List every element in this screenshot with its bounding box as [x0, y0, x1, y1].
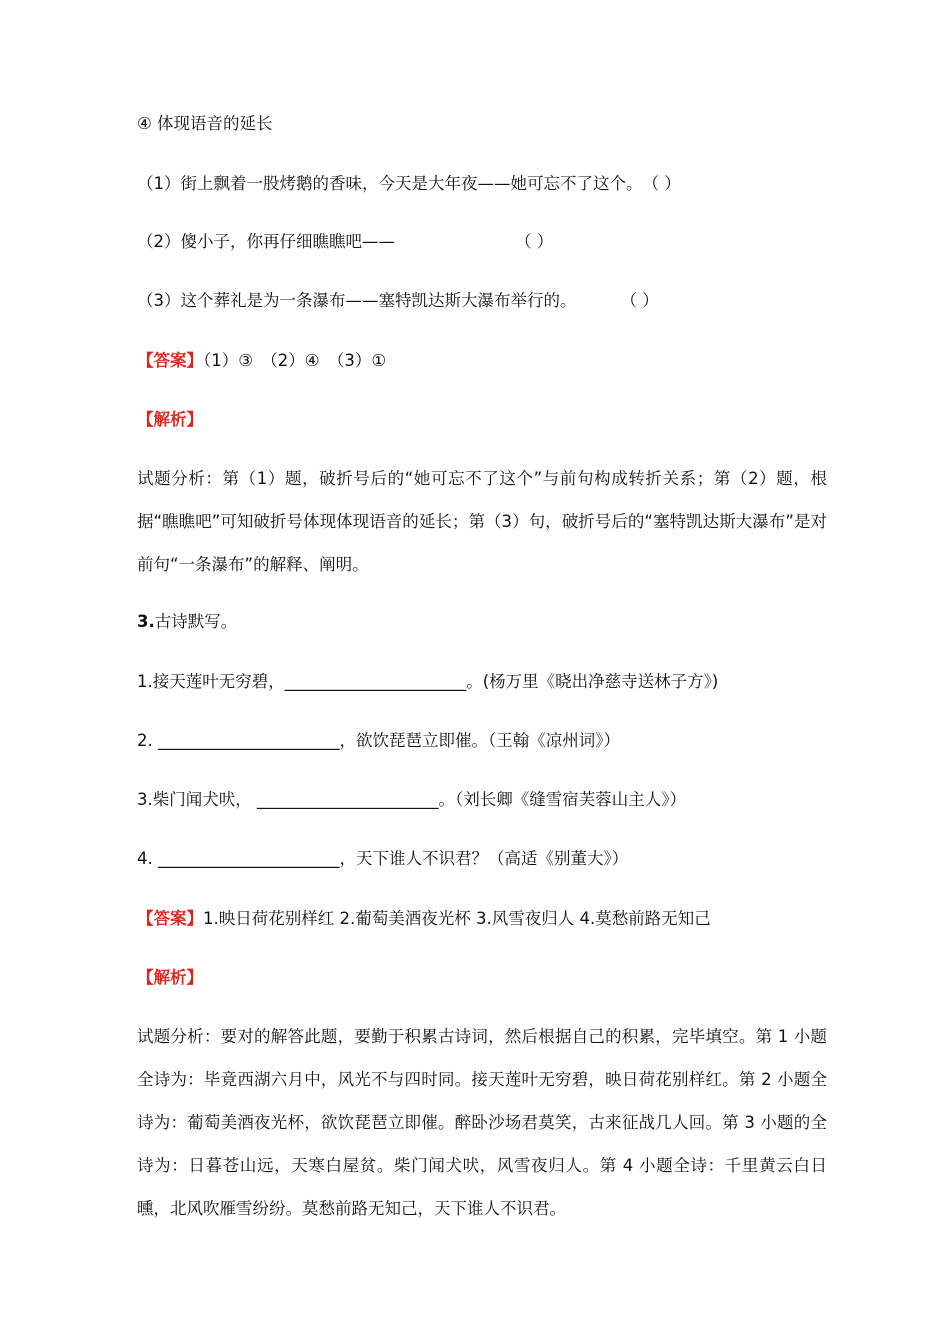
poem-question-4: 4. ______________________，天下谁人不识君？（高适《别董大》）: [137, 849, 629, 868]
analysis-label-1: [137, 412, 890, 429]
question-2: [137, 234, 890, 251]
question-3: [137, 293, 890, 310]
option-4-text: ④ 体现语音的延长: [137, 114, 273, 133]
answer-text: 1.映日荷花别样红 2.葡萄美酒夜光杯 3.风雪夜归人 4.莫愁前路无知己: [203, 909, 711, 928]
question-3-answer-blank: （ ）: [620, 291, 659, 310]
question-2-answer-blank: （ ）: [515, 232, 554, 251]
analysis-label-2: [137, 970, 890, 987]
answer-label: 【答案】: [137, 351, 203, 370]
question-1: （1）街上飘着一股烤鹅的香味，今天是大年夜——她可忘不了这个。 （ ）: [137, 174, 681, 193]
answer-row-1: [137, 353, 890, 370]
question-3-text: （3）这个葬礼是为一条瀑布——塞特凯达斯大瀑布举行的。: [137, 291, 577, 310]
poem-question-2: 2. ______________________，欲饮琵琶立即催。（王翰《凉州词》）: [137, 731, 620, 750]
section-number: 3.: [137, 612, 155, 631]
answer-row-2: [137, 911, 890, 928]
question-2-text: （2）傻小子，你再仔细瞧瞧吧——: [137, 232, 395, 251]
analysis-label: 【解析】: [137, 968, 203, 987]
analysis-paragraph-1: 试题分析：第（1）题，破折号后的“她可忘不了这个”与前句构成转折关系；第（2）题，根据“瞧瞧吧”可知破折号体现体现语音的延长；第（3）句，破折号后的“塞特凯达斯大瀑布”是对前句“一条瀑布”的解释、阐明。: [137, 469, 827, 574]
poem-question-1: 1.接天莲叶无穷碧，______________________。(杨万里《晓出净慈寺送林子方》): [137, 672, 719, 691]
analysis-label: 【解析】: [137, 410, 203, 429]
answer-label: 【答案】: [137, 909, 203, 928]
analysis-paragraph-2: 试题分析：要对的解答此题，要勤于积累古诗词，然后根据自己的积累，完毕填空。第 1 小题全诗为：毕竟西湖六月中，风光不与四时同。接天莲叶无穷碧，映日荷花别样红。第 2 小题全诗为：葡萄美酒夜光杯，欲饮琵琶立即催。醉卧沙场君莫笑，古来征战几人回。第 3 小题的全诗为：日暮苍山远，天寒白屋贫。柴门闻犬吠，风雪夜归人。第 4 小题全诗：千里黄云白日曛，北风吹雁雪纷纷。莫愁前路无知己，天下谁人不识君。: [137, 1027, 827, 1218]
poem-question-3: 3.柴门闻犬吠， ______________________。（刘长卿《缝雪宿芙蓉山主人》）: [137, 790, 686, 809]
answer-text: （1）③ （2）④ （3）①: [203, 351, 387, 370]
section-heading: [137, 614, 890, 631]
section-title: 古诗默写。: [154, 612, 238, 631]
